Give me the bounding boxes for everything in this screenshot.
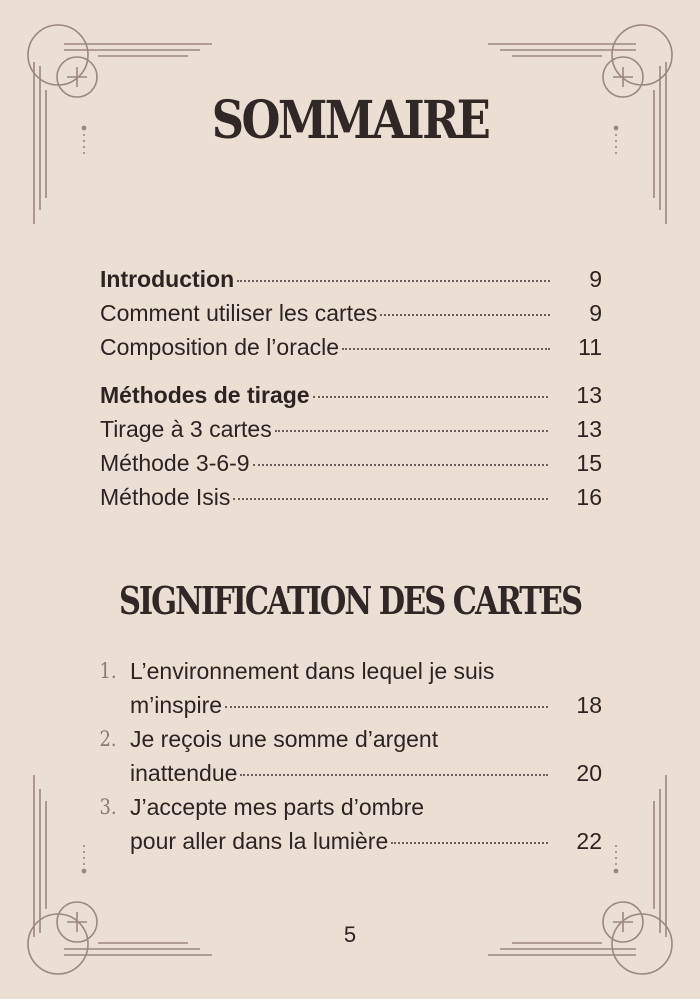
card-title-line1: L’environnement dans lequel je suis (130, 658, 495, 684)
dot-leader (391, 842, 548, 844)
dot-leader (313, 396, 549, 398)
toc-entry-page: 13 (576, 416, 602, 442)
card-title-line1: Je reçois une somme d’argent (130, 726, 439, 752)
toc-entry-label: Introduction (100, 266, 235, 292)
toc-entry-page: 11 (578, 334, 602, 360)
card-list (98, 654, 602, 858)
page-title: SOMMAIRE (211, 90, 489, 151)
toc-entry-page: 9 (589, 300, 602, 326)
card-number: 1. (99, 659, 117, 683)
toc-entry-page: 16 (576, 484, 602, 510)
card-title-line2: inattendue (130, 760, 238, 786)
toc-entry[interactable] (100, 412, 602, 446)
dot-leader (225, 706, 548, 708)
toc-entry-page: 15 (576, 450, 602, 476)
toc-entry-label: Méthodes de tirage (100, 382, 310, 408)
dot-leader (380, 314, 550, 316)
card-page: 20 (576, 760, 602, 786)
card-title-line2-row (130, 824, 602, 858)
card-page: 22 (576, 828, 602, 854)
toc-entry[interactable] (100, 262, 602, 296)
toc-entry-label: Méthode Isis (100, 484, 231, 510)
toc-entry[interactable] (100, 296, 602, 330)
toc-entry-page: 9 (589, 266, 602, 292)
card-title-line2-row (130, 688, 602, 722)
card-entry[interactable] (98, 654, 602, 722)
dot-leader (240, 774, 548, 776)
card-entry[interactable] (98, 790, 602, 858)
toc-section-intro (100, 262, 602, 364)
toc-entry[interactable] (100, 446, 602, 480)
toc-entry-label: Composition de l’oracle (100, 334, 340, 360)
dot-leader (342, 348, 550, 350)
toc-entry[interactable] (100, 330, 602, 364)
toc-section-methods (100, 378, 602, 514)
dot-leader (253, 464, 549, 466)
card-entry[interactable] (98, 722, 602, 790)
toc-entry-page: 13 (576, 382, 602, 408)
toc-entry[interactable] (100, 378, 602, 412)
toc-entry-label: Méthode 3-6-9 (100, 450, 250, 476)
toc-entry[interactable] (100, 480, 602, 514)
card-page: 18 (576, 692, 602, 718)
card-title-line2-row (130, 756, 602, 790)
card-title-line2: m’inspire (130, 692, 223, 718)
card-title-line2: pour aller dans la lumière (130, 828, 389, 854)
page-number: 5 (343, 922, 357, 947)
toc-entry-label: Tirage à 3 cartes (100, 416, 272, 442)
section-title: SIGNIFICATION DES CARTES (118, 578, 582, 623)
card-title-line1: J’accepte mes parts d’ombre (130, 794, 425, 820)
card-number: 3. (99, 795, 117, 819)
dot-leader (233, 498, 548, 500)
dot-leader (237, 280, 550, 282)
dot-leader (275, 430, 549, 432)
card-number: 2. (99, 727, 117, 751)
toc-entry-label: Comment utiliser les cartes (100, 300, 378, 326)
